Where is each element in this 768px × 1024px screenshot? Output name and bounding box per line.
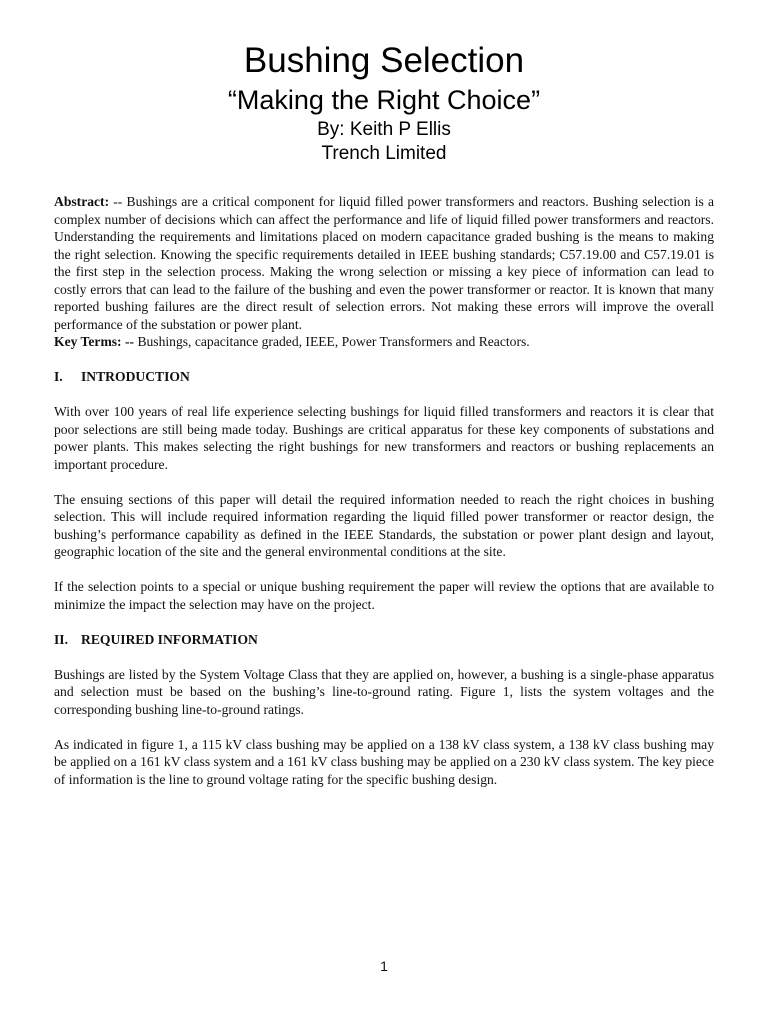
key-terms-label: Key Terms: -- bbox=[54, 334, 135, 349]
paper-subtitle: “Making the Right Choice” bbox=[227, 85, 541, 115]
author-byline: By: Keith P Ellis bbox=[317, 119, 451, 140]
body-paragraph: Bushings are listed by the System Voltage Class that they are applied on, however, a bushing is a single-phase apparatus and selection must be based on the bushing’s line-to-ground rating. Figure 1, lists the system voltages and the corresponding bushing line-to-ground ratings. bbox=[54, 666, 714, 717]
section-number: I. bbox=[54, 369, 63, 384]
page-number: 1 bbox=[380, 958, 388, 974]
abstract-paragraph bbox=[54, 193, 714, 333]
abstract-label: Abstract: bbox=[54, 194, 110, 209]
body-paragraph: The ensuing sections of this paper will detail the required information needed to reach the right choices in bushing selection. This will include required information regarding the liquid filled power transformer or reactor design, the bushing’s performance capability as defined in the IEEE Standards, the substation or power plant design and layout, geographic location of the site and the general environmental conditions at the site. bbox=[54, 491, 714, 559]
author-organization: Trench Limited bbox=[321, 143, 447, 164]
section-title: INTRODUCTION bbox=[81, 369, 190, 384]
key-terms-paragraph bbox=[54, 333, 714, 351]
section-heading-required-information bbox=[54, 631, 714, 649]
key-terms-text: Bushings, capacitance graded, IEEE, Power Transformers and Reactors. bbox=[134, 334, 530, 349]
abstract-text: -- Bushings are a critical component for liquid filled power transformers and reactors. Bushing selection is a complex number of decisions which can affect the performance and life of liquid filled power transformers and reactors. Understanding the requirements and limitations placed on modern capacitance graded bushing is the means to making the right selection. Knowing the specific requirements detailed in IEEE bushing standards; C57.19.00 and C57.19.01 is the first step in the selection process. Making the wrong selection or missing a key piece of information can lead to costly errors that can lead to the failure of the bushing and even the power transformer or reactor. It is known that many reported bushing failures are the direct result of selection errors. Not making these errors will improve the overall performance of the substation or power plant. bbox=[54, 194, 714, 332]
paper-body bbox=[54, 193, 714, 806]
section-heading-introduction bbox=[54, 368, 714, 386]
body-paragraph: With over 100 years of real life experience selecting bushings for liquid filled transformers and reactors it is clear that poor selections are still being made today. Bushings are critical apparatus for these key components of substations and power plants. This makes selecting the right bushings for new transformers and reactors or bushing replacements an important procedure. bbox=[54, 404, 714, 472]
body-paragraph: As indicated in figure 1, a 115 kV class bushing may be applied on a 138 kV class system, a 138 kV class bushing may be applied on a 161 kV class system and a 161 kV class bushing may be applied on a 230 kV class system. The key piece of information is the line to ground voltage rating for the specific bushing design. bbox=[54, 736, 714, 787]
paper-title: Bushing Selection bbox=[243, 41, 525, 80]
body-paragraph: If the selection points to a special or unique bushing requirement the paper will review the options that are available to minimize the impact the selection may have on the project. bbox=[54, 579, 714, 612]
section-title: REQUIRED INFORMATION bbox=[81, 631, 258, 647]
section-number: II. bbox=[54, 631, 68, 647]
